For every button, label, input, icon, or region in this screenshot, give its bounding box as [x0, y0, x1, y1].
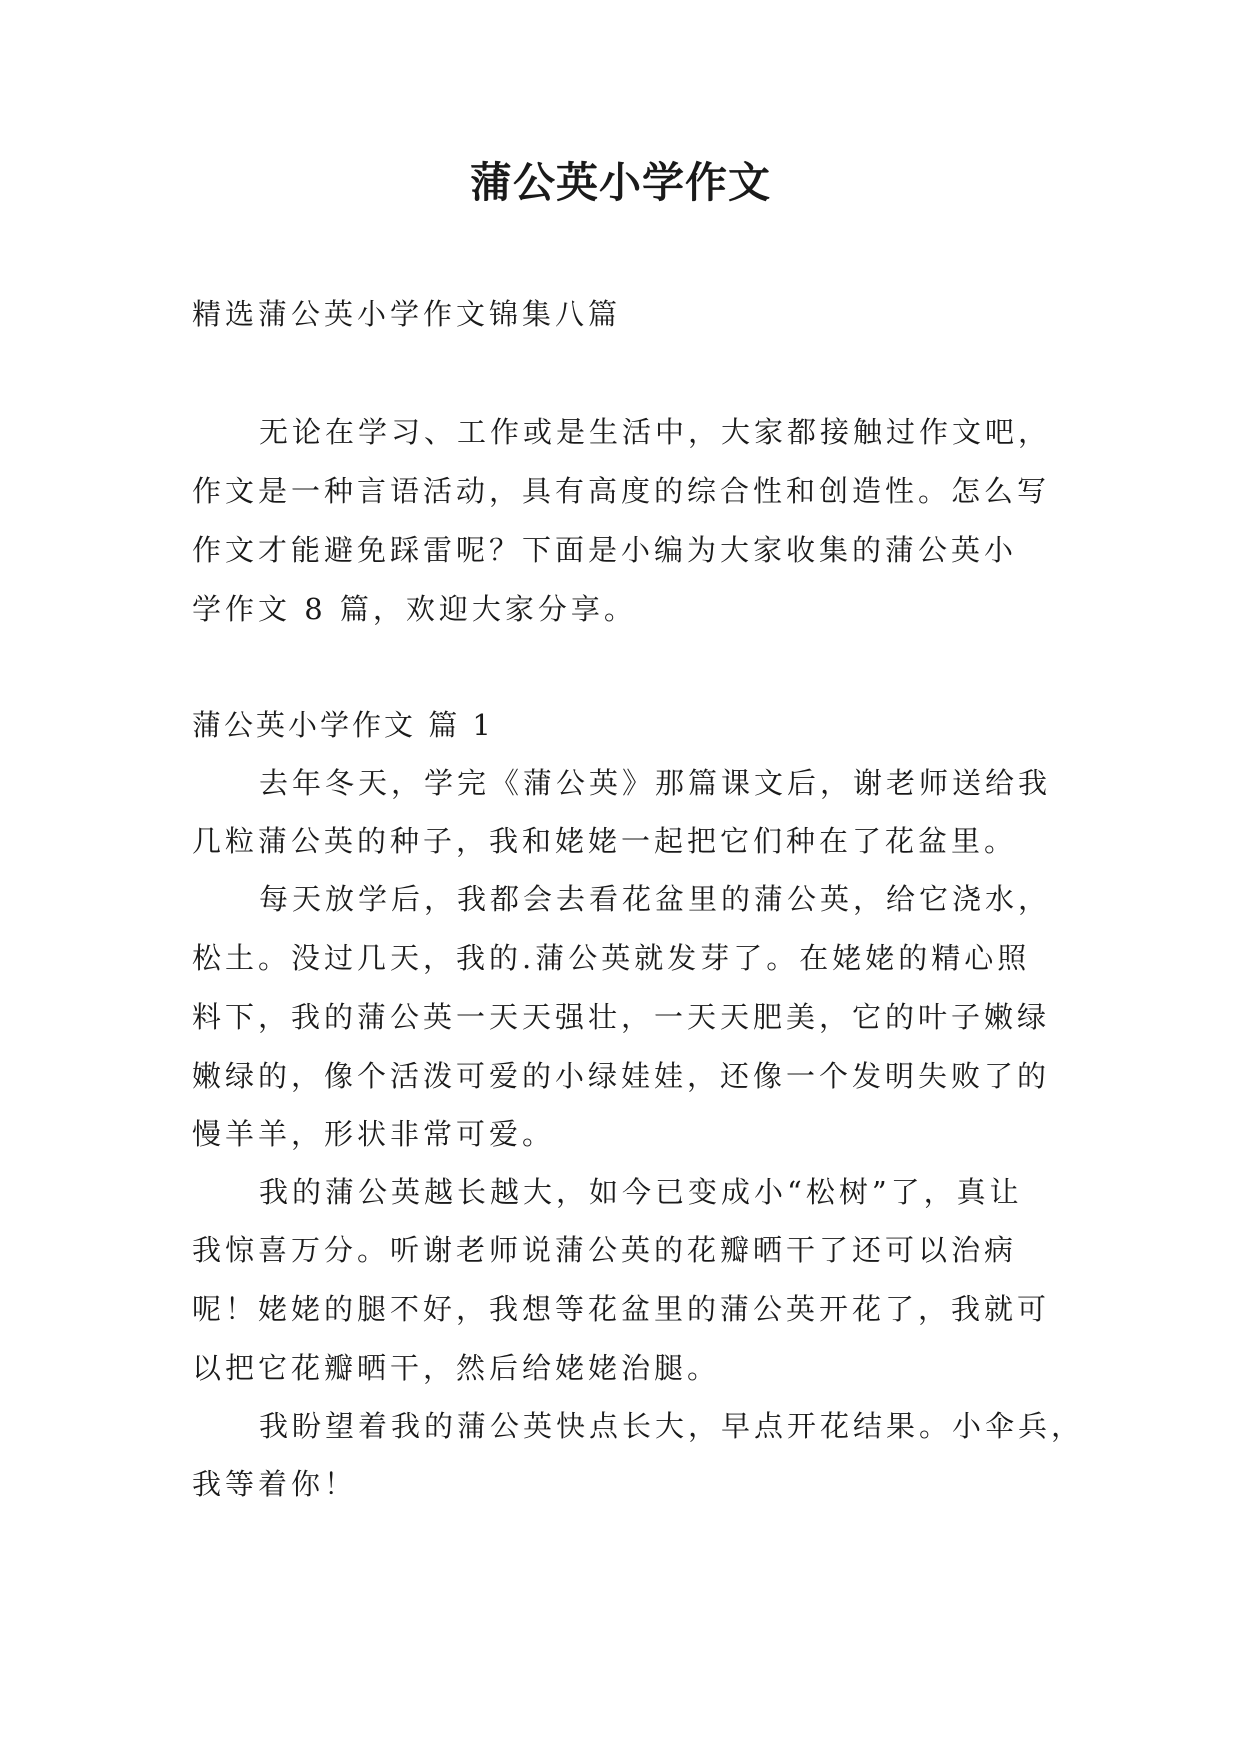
- paragraph-line: 我的蒲公英越长越大，如今已变成小“松树”了，真让: [259, 1175, 1023, 1209]
- document-title: 蒲公英小学作文: [469, 158, 771, 207]
- paragraph-line: 我盼望着我的蒲公英快点长大，早点开花结果。小伞兵，: [259, 1409, 1085, 1443]
- paragraph-line: 去年冬天，学完《蒲公英》那篇课文后，谢老师送给我: [259, 766, 1052, 800]
- intro-line: 学作文 8 篇，欢迎大家分享。: [192, 592, 637, 626]
- paragraph-line: 嫩绿的，像个活泼可爱的小绿娃娃，还像一个发明失败了的: [192, 1059, 1051, 1093]
- paragraph-line: 呢！姥姥的腿不好，我想等花盆里的蒲公英开花了，我就可: [192, 1292, 1051, 1326]
- paragraph-line: 我等着你！: [192, 1467, 358, 1501]
- paragraph-line: 料下，我的蒲公英一天天强壮，一天天肥美，它的叶子嫩绿: [192, 1000, 1051, 1034]
- intro-line: 作文是一种言语活动，具有高度的综合性和创造性。怎么写: [192, 474, 1051, 508]
- paragraph-line: 几粒蒲公英的种子，我和姥姥一起把它们种在了花盆里。: [192, 824, 1018, 858]
- intro-line: 作文才能避免踩雷呢？下面是小编为大家收集的蒲公英小: [192, 533, 1018, 567]
- paragraph-line: 慢羊羊，形状非常可爱。: [192, 1117, 556, 1151]
- section-heading: 蒲公英小学作文 篇 1: [192, 708, 494, 742]
- intro-line: 无论在学习、工作或是生活中，大家都接触过作文吧，: [259, 415, 1052, 449]
- paragraph-line: 每天放学后，我都会去看花盆里的蒲公英，给它浇水，: [259, 882, 1052, 916]
- paragraph-line: 松土。没过几天，我的.蒲公英就发芽了。在姥姥的精心照: [192, 941, 1031, 975]
- document-subtitle: 精选蒲公英小学作文锦集八篇: [192, 297, 622, 331]
- paragraph-line: 以把它花瓣晒干，然后给姥姥治腿。: [192, 1351, 721, 1385]
- paragraph-line: 我惊喜万分。听谢老师说蒲公英的花瓣晒干了还可以治病: [192, 1233, 1018, 1267]
